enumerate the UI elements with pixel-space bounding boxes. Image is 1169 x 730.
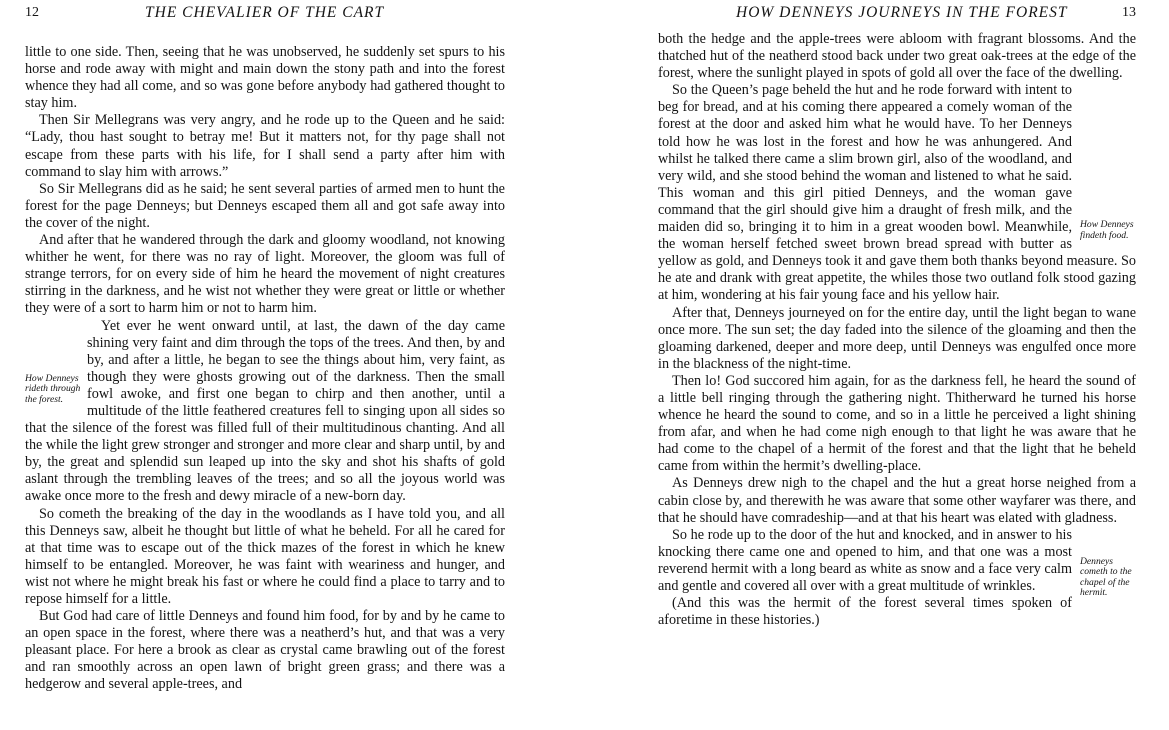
running-head-title: THE CHEVALIER OF THE CART xyxy=(145,4,385,21)
left-page xyxy=(25,0,505,730)
paragraph: So the Queen’s page beheld the hut and he rode forward with intent to beg for bread, and at his coming there appeared a comely woman of the forest at the door and asked him what he would have. To her Denneys told how he was lost in the forest and how he was anhungered. And whilst he talked there came a slim brown girl, also of the woodland, and very wild, and she stood behind the woman and listened to what he said. This woman and this girl pitied Denneys, and the woman gave command that the girl should give him a draught of fresh milk, and the maiden did so, bringing it to him in a great wooden bowl. Meanwhile, the woman herself fetched sweet brown bread spread with butter as yellow as gold, and Denneys took it and gave them both thanks beyond measure. So he ate and drank with great appetite, the whiles those two outland folk stood gazing at him, wondering at his fair young face and his yellow hair. xyxy=(658,82,1136,304)
paragraph: But God had care of little Denneys and found him food, for by and by he came to an open space in the forest, where there was a neatherd’s hut, and that was a very pleasant place. For here a brook as clear as crystal came brawling out of the forest and ran smoothly across an open lawn of bright green grass; and there was a hedgerow and several apple-trees, and xyxy=(25,608,505,693)
margin-note: How Denneys rideth through the forest. xyxy=(25,372,81,405)
paragraph: little to one side. Then, seeing that he was unobserved, he suddenly set spurs to his horse and rode away with might and main down the stony path and into the forest whence they had all come, and so was gone before anybody had gathered thought to stay him. xyxy=(25,44,505,112)
running-head xyxy=(25,4,505,30)
paragraph: (And this was the hermit of the forest several times spoken of aforetime in these histories.) xyxy=(658,595,1072,629)
paragraph: As Denneys drew nigh to the chapel and the hut a great horse neighed from a cabin close by, and therewith he was aware that some other wayfarer was there, and that he should have comradeship—and at that his heart was elated with gladness. xyxy=(658,475,1136,526)
running-head-title: HOW DENNEYS JOURNEYS IN THE FOREST xyxy=(736,4,1068,21)
paragraph: So he rode up to the door of the hut and knocked, and in answer to his knocking there came one and opened to him, and that one was a most reverend hermit with a long beard as white as snow and a face very calm and gentle and covered all over with a great multitude of wrinkles. xyxy=(658,526,1072,594)
paragraph: Then Sir Mellegrans was very angry, and he rode up to the Queen and he said: “Lady, thou hast sought to betray me! But it matters not, for thy page shall not escape from these parts with his life, for I shall send a party after him with command to slay him with arrows.” xyxy=(25,112,505,180)
paragraph: Yet ever he went onward until, at last, the dawn of the day came shining very faint and dim through the tops of the trees. And then, by and by, and after a little, he began to see the things about him, very faint, as though they were ghosts growing out of the darkness. Then the small fowl awoke, and first one began to chirp and then another, until a multitude of the little feathered creatures fell to singing upon all sides so that the silence of the forest was filled full of their multitudinous chanting. And all the while the light grew stronger and stronger and more clear and sharp until, by and by, the great and splendid sun leaped up into the sky and shot his shafts of gold aslant through the trembling leaves of the trees; and so all the joyous world was awake once more to the fresh and dewy miracle of a new-born day. xyxy=(25,317,505,505)
margin-note: How Denneys findeth food. xyxy=(1080,219,1134,241)
paragraph: both the hedge and the apple-trees were abloom with fragrant blossoms. And the thatched hut of the neatherd stood back under two great oak-trees at the edge of the forest, where the sunlight played in spots of gold all over the face of the dwelling. xyxy=(658,31,1136,82)
right-page xyxy=(658,0,1136,730)
paragraph: After that, Denneys journeyed on for the entire day, until the light began to wane once more. The sun set; the day faded into the silence of the gloaming and then the gloaming darkened, deeper and more deep, until Denneys was engulfed once more in the blackness of the night-time. xyxy=(658,304,1136,372)
margin-note: Denneys cometh to the chapel of the hermit. xyxy=(1080,555,1132,599)
page-number: 13 xyxy=(1122,5,1136,20)
page-body xyxy=(658,31,1136,629)
paragraph: And after that he wandered through the dark and gloomy woodland, not knowing whither he went, for there was no ray of light. Moreover, the gloom was full of strange terrors, for on every side of him he heard the movement of night creatures stirring in the darkness, and he wist not whether they were great or little or whether they were of a sort to harm him or not to harm him. xyxy=(25,232,505,317)
page-number: 12 xyxy=(25,5,39,20)
running-head xyxy=(658,4,1136,30)
paragraph: Then lo! God succored him again, for as the darkness fell, he heard the sound of a little bell ringing through the gathering night. Thitherward he turned his horse whence he heard the sound to come, and so in a little he perceived a light shining from afar, and when he had come nigh enough to that light he was aware that he had come to the chapel of a hermit of the forest and that the light that he beheld came from within the hermit’s dwelling-place. xyxy=(658,372,1136,475)
paragraph: So Sir Mellegrans did as he said; he sent several parties of armed men to hunt the forest for the page Denneys; but Denneys escaped them all and got safe away into the cover of the night. xyxy=(25,180,505,231)
paragraph: So cometh the breaking of the day in the woodlands as I have told you, and all this Denneys saw, albeit he thought but little of what he beheld. For all he cared for at that time was to escape out of the thick mazes of the forest in which he knew himself to be entangled. Moreover, he was faint with weariness and hunger, and wist not where he might break his fast or where he could find a place to tarry and to repose himself for a little. xyxy=(25,505,505,607)
page-body xyxy=(25,44,505,694)
